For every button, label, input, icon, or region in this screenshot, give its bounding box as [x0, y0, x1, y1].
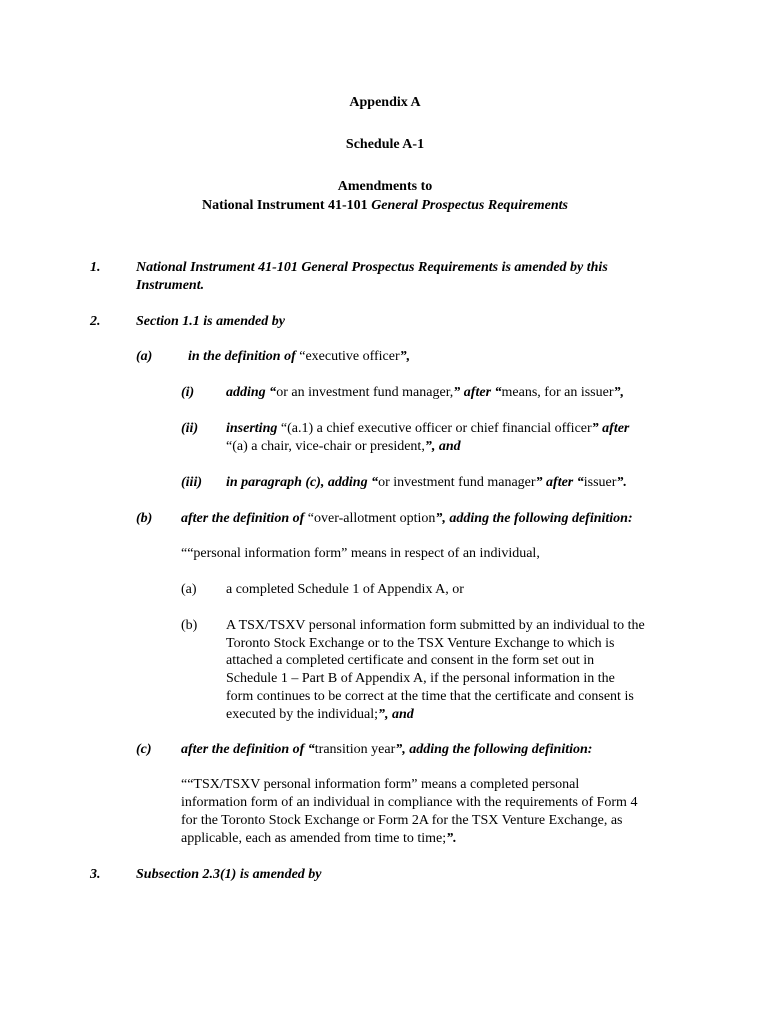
tsx-definition-line-2: information form of an individual in compliance with the requirements of Form 4: [181, 795, 638, 810]
para-a-text-3: ”,: [399, 349, 411, 364]
para-b-text: [181, 510, 633, 528]
para-a-text: [188, 348, 410, 366]
subpara-i-text-2: or an investment fund manager,: [276, 385, 454, 400]
subpara-ii-line-2: [226, 438, 461, 456]
item-1-line-2: Instrument.: [136, 278, 205, 293]
pif-clause-a-label: (a): [181, 582, 197, 597]
pif-clause-b-label: (b): [181, 618, 198, 633]
instrument-heading: [0, 197, 770, 215]
item-1-number: 1.: [90, 260, 101, 275]
tsx-definition-line-4-text: applicable, each as amended from time to time;: [181, 831, 447, 846]
pif-definition-intro: ““personal information form” means in respect of an individual,: [181, 546, 540, 561]
para-b-label: (b): [136, 511, 153, 526]
pif-clause-b-line-6: [226, 706, 414, 724]
subpara-ii-text-1: inserting: [226, 421, 281, 436]
appendix-title: Appendix A: [349, 95, 421, 110]
para-a-text-2: “executive officer: [299, 349, 400, 364]
item-2-number: 2.: [90, 314, 101, 329]
subpara-iii-text-1: in paragraph (c), adding “: [226, 475, 379, 490]
item-2-text: Section 1.1 is amended by: [136, 314, 285, 329]
subpara-iii-text: [226, 474, 627, 492]
tsx-definition-line-4: [181, 830, 457, 848]
subpara-iii-label: (iii): [181, 475, 202, 490]
subpara-iii-text-4: issuer: [583, 475, 617, 490]
tsx-definition-line-3: for the Toronto Stock Exchange or Form 2A for the TSX Venture Exchange, as: [181, 813, 623, 828]
amendments-heading: Amendments to: [337, 179, 433, 194]
para-c-text-3: ”, adding the following definition:: [395, 742, 593, 757]
subpara-i-text-1: adding “: [226, 385, 277, 400]
tsx-definition-line-1: ““TSX/TSXV personal information form” means a completed personal: [181, 777, 580, 792]
subpara-iii-text-3: ” after “: [535, 475, 584, 490]
subpara-i-label: (i): [181, 385, 195, 400]
subpara-ii-label: (ii): [181, 421, 199, 436]
subpara-ii-text-5: ”, and: [424, 439, 461, 454]
pif-clause-b-line-1: A TSX/TSXV personal information form submitted by an individual to the: [226, 618, 645, 633]
pif-clause-a-text: a completed Schedule 1 of Appendix A, or: [226, 582, 464, 597]
item-3-number: 3.: [90, 867, 101, 882]
para-b-text-3: ”, adding the following definition:: [435, 511, 633, 526]
para-a-label: (a): [136, 349, 153, 364]
para-c-text-1: after the definition of “: [181, 742, 315, 757]
tsx-definition-line-4-end: ”.: [446, 831, 457, 846]
subpara-i-text-4: means, for an issuer: [501, 385, 614, 400]
para-b-text-2: “over-allotment option: [307, 511, 436, 526]
para-c-text-2: transition year: [314, 742, 396, 757]
para-a-text-1: in the definition of: [188, 349, 300, 364]
para-b-text-1: after the definition of: [181, 511, 308, 526]
subpara-iii-text-5: ”.: [616, 475, 627, 490]
pif-clause-b-line-6-text: executed by the individual;: [226, 707, 379, 722]
pif-clause-b-line-6-end: ”, and: [378, 707, 414, 722]
item-1-line-1: National Instrument 41-101 General Prospectus Requirements is amended by this: [136, 260, 608, 275]
subpara-i-text-5: ”,: [613, 385, 624, 400]
subpara-ii-text-3: ” after: [591, 421, 630, 436]
subpara-i-text: [226, 384, 624, 402]
subpara-ii-text-4: “(a) a chair, vice-chair or president,: [226, 439, 425, 454]
instrument-name: National Instrument 41-101: [202, 198, 372, 213]
pif-clause-b-line-4: Schedule 1 – Part B of Appendix A, if the personal information in the: [226, 671, 615, 686]
schedule-title: Schedule A-1: [345, 137, 425, 152]
pif-clause-b-line-5: form continues to be correct at the time that the certificate and consent is: [226, 689, 634, 704]
instrument-title: General Prospectus Requirements: [371, 198, 568, 213]
subpara-i-text-3: ” after “: [453, 385, 502, 400]
pif-clause-b-line-2: Toronto Stock Exchange or to the TSX Venture Exchange to which is: [226, 636, 615, 651]
para-c-label: (c): [136, 742, 152, 757]
item-3-text: Subsection 2.3(1) is amended by: [136, 867, 322, 882]
subpara-iii-text-2: or investment fund manager: [378, 475, 536, 490]
pif-clause-b-line-3: attached a completed certificate and consent in the form set out in: [226, 653, 595, 668]
subpara-ii-line-1: [226, 420, 629, 438]
subpara-ii-text-2: “(a.1) a chief executive officer or chief financial officer: [280, 421, 592, 436]
para-c-text: [181, 741, 592, 759]
